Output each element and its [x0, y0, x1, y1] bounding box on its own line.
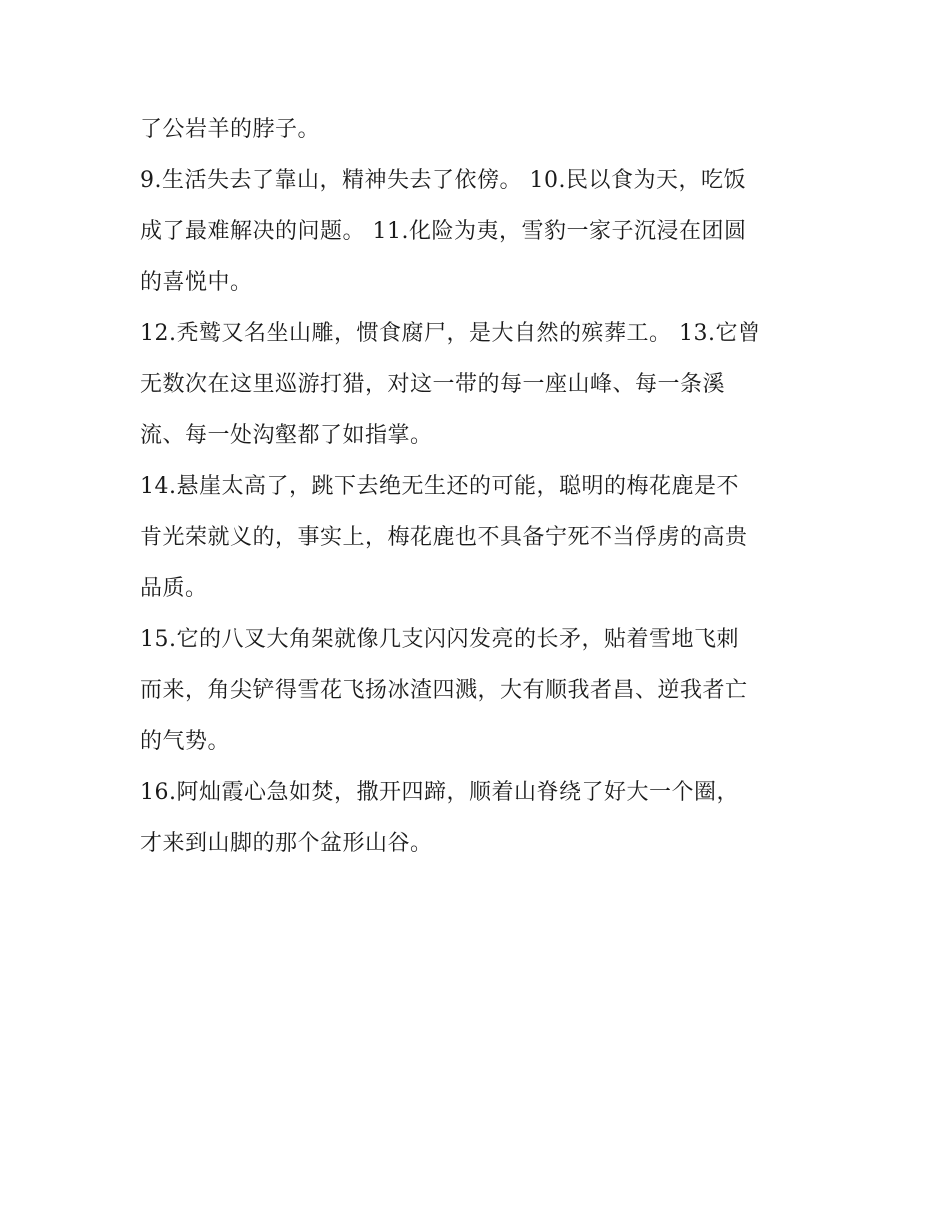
document-body: [140, 104, 820, 869]
text-line: 12.秃鹫又名坐山雕，惯食腐尸，是大自然的殡葬工。 13.它曾: [140, 321, 761, 346]
text-line: 流、每一处沟壑都了如指掌。: [140, 423, 433, 448]
text-line: 了公岩羊的脖子。: [140, 117, 321, 142]
text-line: 而来，角尖铲得雪花飞扬冰渣四溅，大有顺我者昌、逆我者亡: [140, 678, 748, 703]
text-line: 才来到山脚的那个盆形山谷。: [140, 831, 433, 856]
text-line: 9.生活失去了靠山，精神失去了依傍。 10.民以食为天，吃饭: [140, 168, 746, 193]
text-line: 的气势。: [140, 729, 231, 754]
text-line: 成了最难解决的问题。 11.化险为夷，雪豹一家子沉浸在团圆: [140, 219, 747, 244]
text-line: 肯光荣就义的，事实上，梅花鹿也不具备宁死不当俘虏的高贵: [140, 525, 748, 550]
text-line: 16.阿灿霞心急如焚，撒开四蹄，顺着山脊绕了好大一个圈，: [140, 780, 739, 805]
text-line: 15.它的八叉大角架就像几支闪闪发亮的长矛，贴着雪地飞刺: [140, 627, 739, 652]
text-line: 的喜悦中。: [140, 270, 253, 295]
text-line: 14.悬崖太高了，跳下去绝无生还的可能，聪明的梅花鹿是不: [140, 474, 739, 499]
text-line: 品质。: [140, 576, 208, 601]
text-line: 无数次在这里巡游打猎，对这一带的每一座山峰、每一条溪: [140, 372, 726, 397]
